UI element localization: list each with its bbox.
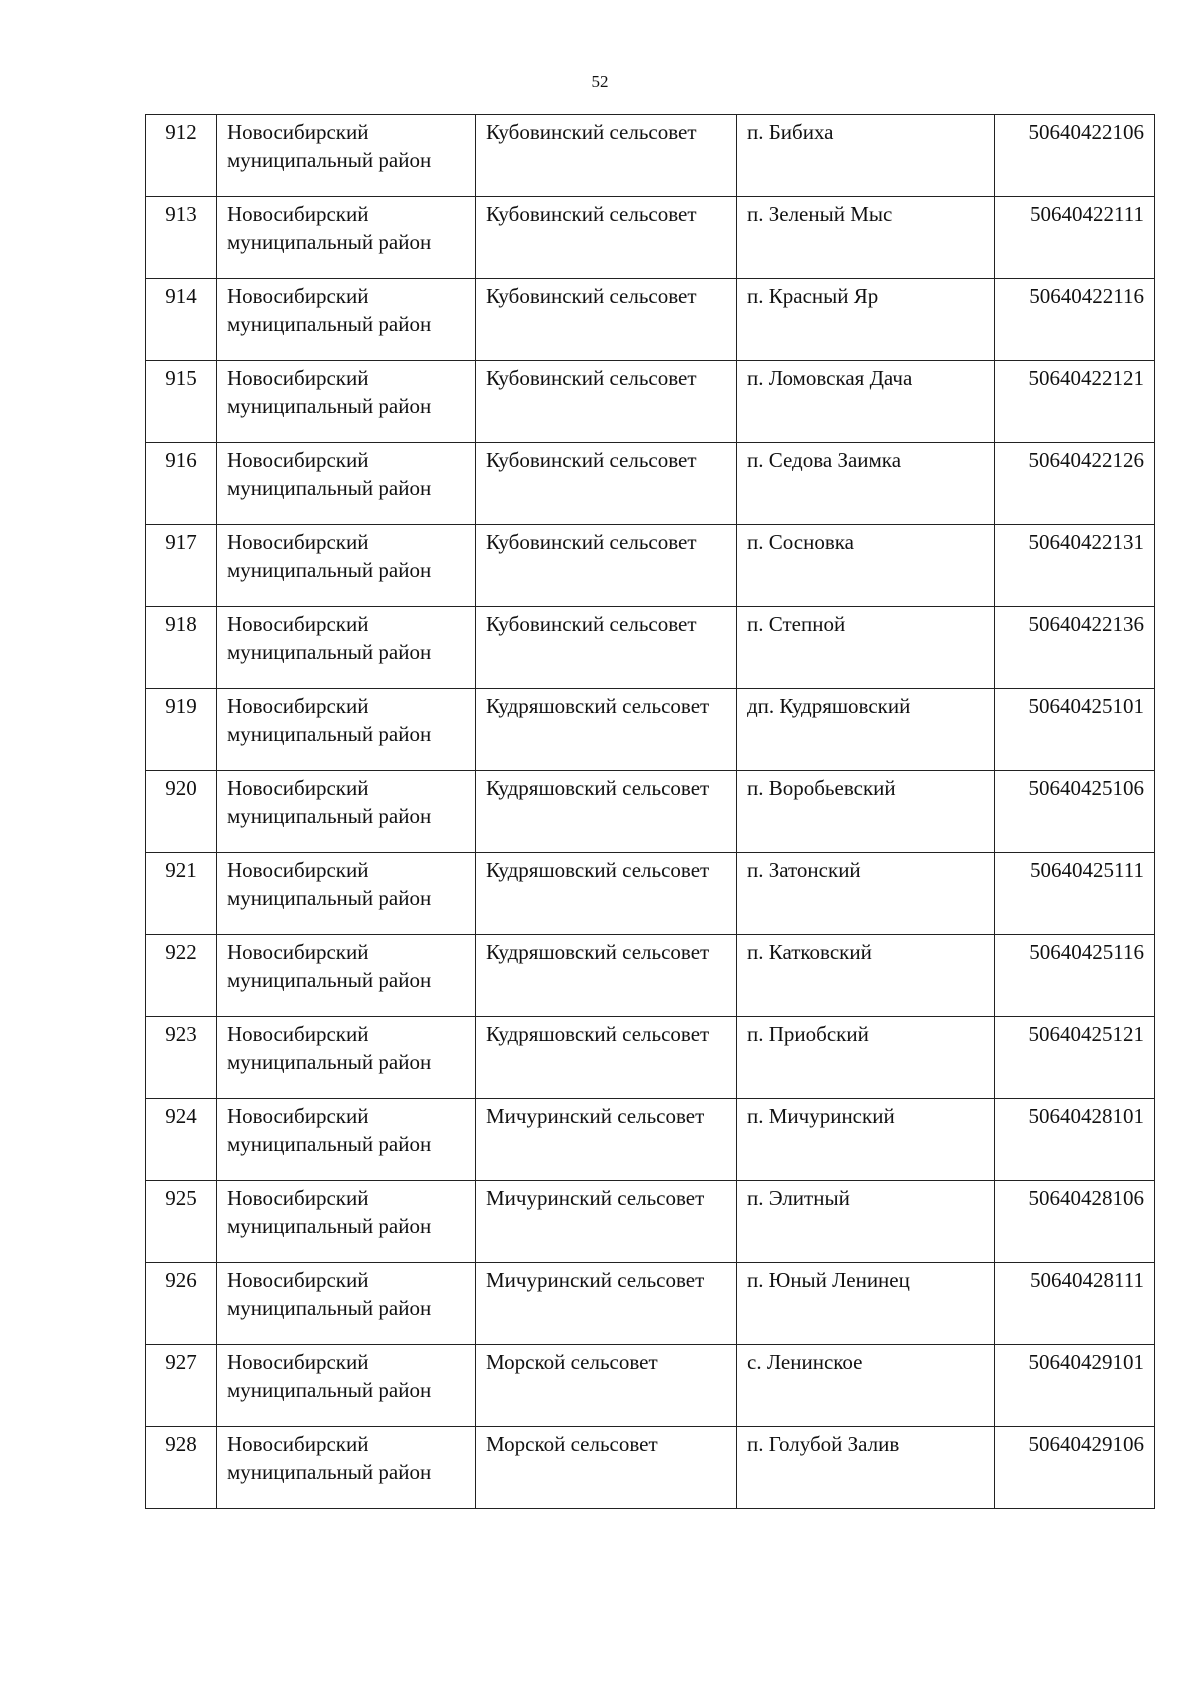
settlements-table [145,114,1155,1509]
district-cell: Новосибирский муниципальный район [217,1017,476,1099]
table-row [146,197,1155,279]
code-cell: 50640422136 [995,607,1155,689]
council-cell: Кубовинский сельсовет [476,443,737,525]
row-number-cell: 922 [146,935,217,1017]
code-cell: 50640425106 [995,771,1155,853]
code-cell: 50640425111 [995,853,1155,935]
council-cell: Мичуринский сельсовет [476,1263,737,1345]
table-row [146,853,1155,935]
code-cell: 50640429106 [995,1427,1155,1509]
district-cell: Новосибирский муниципальный район [217,1263,476,1345]
code-cell: 50640422121 [995,361,1155,443]
table-row [146,1263,1155,1345]
code-cell: 50640422106 [995,115,1155,197]
settlement-cell: п. Бибиха [737,115,995,197]
row-number-cell: 917 [146,525,217,607]
row-number-cell: 924 [146,1099,217,1181]
council-cell: Мичуринский сельсовет [476,1099,737,1181]
table-row [146,1099,1155,1181]
council-cell: Кудряшовский сельсовет [476,689,737,771]
table-row [146,607,1155,689]
district-cell: Новосибирский муниципальный район [217,935,476,1017]
settlement-cell: п. Зеленый Мыс [737,197,995,279]
table-row [146,115,1155,197]
table-row [146,935,1155,1017]
table-row [146,1427,1155,1509]
settlement-cell: п. Юный Ленинец [737,1263,995,1345]
district-cell: Новосибирский муниципальный район [217,607,476,689]
code-cell: 50640425101 [995,689,1155,771]
district-cell: Новосибирский муниципальный район [217,853,476,935]
settlement-cell: дп. Кудряшовский [737,689,995,771]
row-number-cell: 923 [146,1017,217,1099]
code-cell: 50640422126 [995,443,1155,525]
settlement-cell: п. Красный Яр [737,279,995,361]
code-cell: 50640422131 [995,525,1155,607]
settlement-cell: с. Ленинское [737,1345,995,1427]
table-row [146,279,1155,361]
settlement-cell: п. Сосновка [737,525,995,607]
code-cell: 50640428111 [995,1263,1155,1345]
council-cell: Кубовинский сельсовет [476,525,737,607]
council-cell: Кудряшовский сельсовет [476,935,737,1017]
council-cell: Мичуринский сельсовет [476,1181,737,1263]
district-cell: Новосибирский муниципальный район [217,1099,476,1181]
council-cell: Кубовинский сельсовет [476,361,737,443]
row-number-cell: 921 [146,853,217,935]
district-cell: Новосибирский муниципальный район [217,279,476,361]
council-cell: Кубовинский сельсовет [476,607,737,689]
council-cell: Морской сельсовет [476,1427,737,1509]
row-number-cell: 914 [146,279,217,361]
settlement-cell: п. Катковский [737,935,995,1017]
code-cell: 50640425121 [995,1017,1155,1099]
table-row [146,361,1155,443]
code-cell: 50640428106 [995,1181,1155,1263]
table-row [146,443,1155,525]
code-cell: 50640422111 [995,197,1155,279]
table-row [146,525,1155,607]
code-cell: 50640422116 [995,279,1155,361]
row-number-cell: 925 [146,1181,217,1263]
row-number-cell: 912 [146,115,217,197]
table-row [146,1345,1155,1427]
settlement-cell: п. Седова Заимка [737,443,995,525]
code-cell: 50640428101 [995,1099,1155,1181]
settlement-cell: п. Голубой Залив [737,1427,995,1509]
council-cell: Кубовинский сельсовет [476,115,737,197]
code-cell: 50640429101 [995,1345,1155,1427]
district-cell: Новосибирский муниципальный район [217,1181,476,1263]
page-number: 52 [591,72,609,91]
table-row [146,1181,1155,1263]
district-cell: Новосибирский муниципальный район [217,771,476,853]
settlement-cell: п. Воробьевский [737,771,995,853]
settlement-cell: п. Затонский [737,853,995,935]
row-number-cell: 926 [146,1263,217,1345]
row-number-cell: 927 [146,1345,217,1427]
district-cell: Новосибирский муниципальный район [217,361,476,443]
council-cell: Кубовинский сельсовет [476,197,737,279]
district-cell: Новосибирский муниципальный район [217,115,476,197]
row-number-cell: 920 [146,771,217,853]
settlement-cell: п. Элитный [737,1181,995,1263]
district-cell: Новосибирский муниципальный район [217,1345,476,1427]
district-cell: Новосибирский муниципальный район [217,197,476,279]
district-cell: Новосибирский муниципальный район [217,443,476,525]
row-number-cell: 916 [146,443,217,525]
table-body [146,115,1155,1509]
settlement-cell: п. Приобский [737,1017,995,1099]
row-number-cell: 915 [146,361,217,443]
district-cell: Новосибирский муниципальный район [217,689,476,771]
row-number-cell: 928 [146,1427,217,1509]
table-row [146,689,1155,771]
row-number-cell: 919 [146,689,217,771]
district-cell: Новосибирский муниципальный район [217,1427,476,1509]
district-cell: Новосибирский муниципальный район [217,525,476,607]
settlement-cell: п. Мичуринский [737,1099,995,1181]
code-cell: 50640425116 [995,935,1155,1017]
settlement-cell: п. Степной [737,607,995,689]
row-number-cell: 913 [146,197,217,279]
table-row [146,1017,1155,1099]
council-cell: Кудряшовский сельсовет [476,853,737,935]
settlement-cell: п. Ломовская Дача [737,361,995,443]
council-cell: Морской сельсовет [476,1345,737,1427]
table-row [146,771,1155,853]
row-number-cell: 918 [146,607,217,689]
council-cell: Кудряшовский сельсовет [476,771,737,853]
council-cell: Кудряшовский сельсовет [476,1017,737,1099]
council-cell: Кубовинский сельсовет [476,279,737,361]
